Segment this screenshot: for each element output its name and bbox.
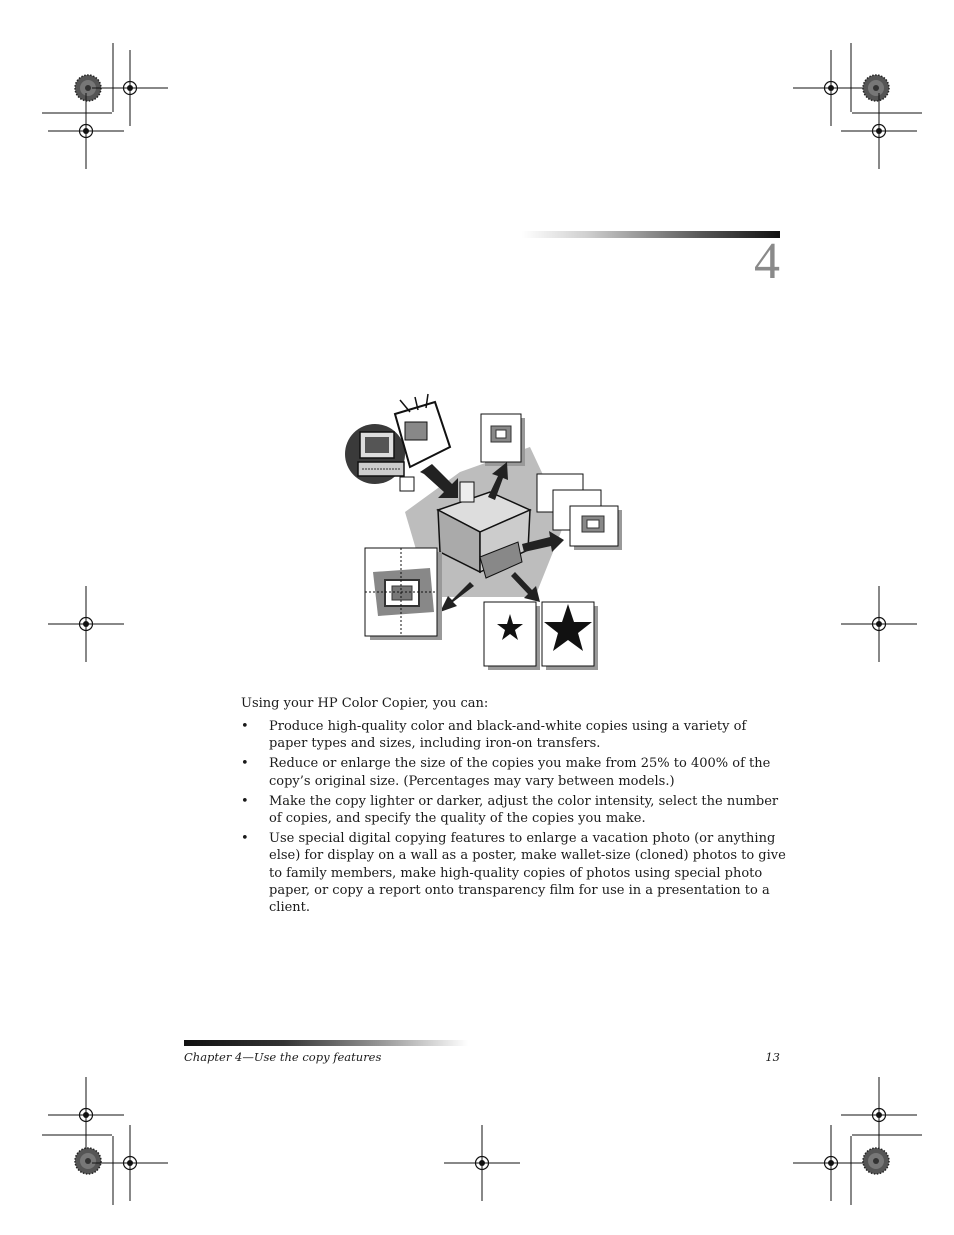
list-item — [241, 793, 786, 827]
bullet-marker: • — [241, 793, 249, 809]
registration-mark-icon — [793, 1125, 869, 1201]
star-icon — [542, 602, 598, 670]
registration-mark-icon — [48, 586, 124, 662]
list-item — [241, 755, 786, 789]
copier-illustration — [340, 392, 630, 677]
registration-mark-icon — [841, 586, 917, 662]
page-copy-icon — [481, 414, 525, 466]
footer-chapter-label: Chapter 4—Use the copy features — [184, 1050, 382, 1064]
list-item — [241, 718, 786, 752]
starburst-mark-icon — [863, 1148, 889, 1174]
intro-text: Using your HP Color Copier, you can: — [241, 696, 489, 711]
registration-mark-icon — [841, 93, 917, 169]
registration-mark-icon — [793, 50, 869, 126]
registration-mark-icon — [92, 1125, 168, 1201]
bullet-marker: • — [241, 719, 249, 734]
registration-mark-icon — [444, 1125, 520, 1201]
list-item-text: Make the copy lighter or darker, adjust the color intensity, select the number of copies, and specify the quality of the copies you make. — [269, 793, 779, 827]
footer-page-number: 13 — [765, 1050, 780, 1064]
star-icon — [484, 602, 540, 670]
starburst-mark-icon — [75, 1148, 101, 1174]
feature-list — [241, 718, 786, 919]
list-item-text: Use special digital copying features to enlarge a vacation photo (or anything else) for display on a wall as a poster, make wallet-size (cloned) photos to give to family members, make high-quality copies of photos using special photo paper, or copy a report onto transparency film for use in a presentation to a client. — [269, 831, 786, 916]
registration-mark-icon — [841, 1077, 917, 1153]
bullet-marker: • — [241, 756, 249, 772]
starburst-mark-icon — [863, 75, 889, 101]
registration-mark-icon — [92, 50, 168, 126]
list-item-text: Reduce or enlarge the size of the copies you make from 25% to 400% of the copy’s original size. (Percentages may vary between models.) — [269, 756, 771, 789]
chapter-number: 4 — [754, 233, 780, 290]
list-item-text: Produce high-quality color and black-and-white copies using a variety of paper types and sizes, including iron-on transfers. — [269, 719, 747, 752]
list-item — [241, 830, 786, 916]
poster-icon — [365, 548, 442, 640]
footer-rule — [184, 1040, 468, 1046]
bullet-marker: • — [241, 831, 249, 847]
